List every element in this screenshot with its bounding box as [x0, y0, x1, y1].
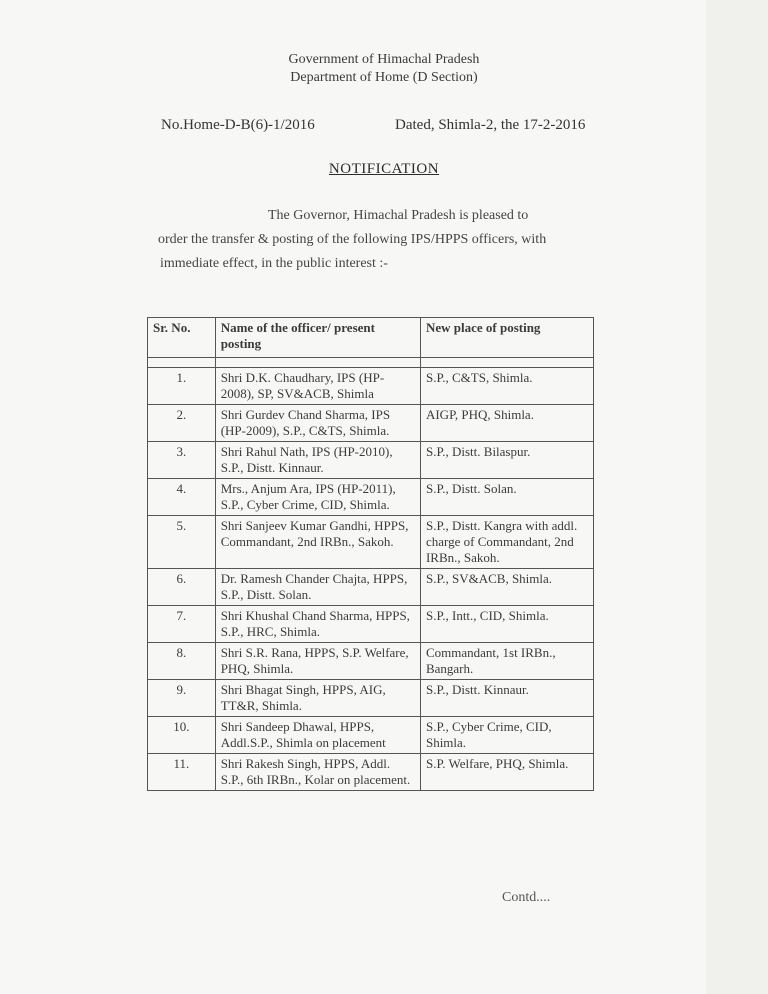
table-row — [148, 643, 594, 680]
row-new-posting: S.P., Intt., CID, Shimla. — [420, 606, 593, 643]
row-sr-no: 11. — [148, 754, 216, 791]
table-body — [148, 368, 594, 791]
row-new-posting: AIGP, PHQ, Shimla. — [420, 405, 593, 442]
row-new-posting: S.P., Distt. Kinnaur. — [420, 680, 593, 717]
row-new-posting: S.P. Welfare, PHQ, Shimla. — [420, 754, 593, 791]
table-row — [148, 569, 594, 606]
intro-line-2: order the transfer & posting of the following IPS/HPPS officers, with — [158, 232, 547, 247]
table-row — [148, 479, 594, 516]
row-sr-no: 4. — [148, 479, 216, 516]
row-new-posting: S.P., C&TS, Shimla. — [420, 368, 593, 405]
table-row — [148, 442, 594, 479]
row-sr-no: 10. — [148, 717, 216, 754]
row-officer-name: Dr. Ramesh Chander Chajta, HPPS, S.P., Distt. Solan. — [215, 569, 420, 606]
header-new-posting: New place of posting — [420, 318, 593, 358]
scan-shadow — [706, 0, 768, 994]
row-officer-name: Shri Khushal Chand Sharma, HPPS, S.P., HRC, Shimla. — [215, 606, 420, 643]
table-row — [148, 680, 594, 717]
row-sr-no: 7. — [148, 606, 216, 643]
row-sr-no: 9. — [148, 680, 216, 717]
table-row — [148, 606, 594, 643]
header-sr-no: Sr. No. — [148, 318, 216, 358]
intro-line-1: The Governor, Himachal Pradesh is pleased to — [268, 208, 529, 223]
row-new-posting: S.P., SV&ACB, Shimla. — [420, 569, 593, 606]
row-sr-no: 8. — [148, 643, 216, 680]
table-header-row — [148, 318, 594, 358]
row-sr-no: 1. — [148, 368, 216, 405]
row-officer-name: Shri Sanjeev Kumar Gandhi, HPPS, Commandant, 2nd IRBn., Sakoh. — [215, 516, 420, 569]
table-row — [148, 405, 594, 442]
table-row — [148, 368, 594, 405]
row-new-posting: S.P., Distt. Bilaspur. — [420, 442, 593, 479]
row-officer-name: Shri Gurdev Chand Sharma, IPS (HP-2009), S.P., C&TS, Shimla. — [215, 405, 420, 442]
table-row — [148, 717, 594, 754]
table-row — [148, 516, 594, 569]
reference-number: No.Home-D-B(6)-1/2016 — [161, 117, 315, 133]
table-row — [148, 754, 594, 791]
row-sr-no: 3. — [148, 442, 216, 479]
row-officer-name: Shri Sandeep Dhawal, HPPS, Addl.S.P., Shimla on placement — [215, 717, 420, 754]
row-officer-name: Shri S.R. Rana, HPPS, S.P. Welfare, PHQ, Shimla. — [215, 643, 420, 680]
page-title: NOTIFICATION — [328, 161, 440, 177]
row-new-posting: Commandant, 1st IRBn., Bangarh. — [420, 643, 593, 680]
postings-table — [147, 317, 594, 791]
row-sr-no: 2. — [148, 405, 216, 442]
table-spacer-row — [148, 358, 594, 368]
row-new-posting: S.P., Distt. Solan. — [420, 479, 593, 516]
row-officer-name: Shri Bhagat Singh, HPPS, AIG, TT&R, Shimla. — [215, 680, 420, 717]
row-officer-name: Shri D.K. Chaudhary, IPS (HP-2008), SP, SV&ACB, Shimla — [215, 368, 420, 405]
department-name: Department of Home (D Section) — [290, 70, 478, 85]
header-officer-name: Name of the officer/ present posting — [215, 318, 420, 358]
intro-paragraph — [160, 204, 610, 276]
row-sr-no: 5. — [148, 516, 216, 569]
continued-note: Contd.... — [502, 890, 551, 905]
dated-line: Dated, Shimla-2, the 17-2-2016 — [395, 117, 586, 133]
government-name: Government of Himachal Pradesh — [288, 52, 480, 67]
row-sr-no: 6. — [148, 569, 216, 606]
row-officer-name: Mrs., Anjum Ara, IPS (HP-2011), S.P., Cyber Crime, CID, Shimla. — [215, 479, 420, 516]
row-new-posting: S.P., Distt. Kangra with addl. charge of Commandant, 2nd IRBn., Sakoh. — [420, 516, 593, 569]
row-officer-name: Shri Rakesh Singh, HPPS, Addl. S.P., 6th IRBn., Kolar on placement. — [215, 754, 420, 791]
row-new-posting: S.P., Cyber Crime, CID, Shimla. — [420, 717, 593, 754]
row-officer-name: Shri Rahul Nath, IPS (HP-2010), S.P., Distt. Kinnaur. — [215, 442, 420, 479]
intro-line-3: immediate effect, in the public interest :- — [160, 256, 388, 271]
